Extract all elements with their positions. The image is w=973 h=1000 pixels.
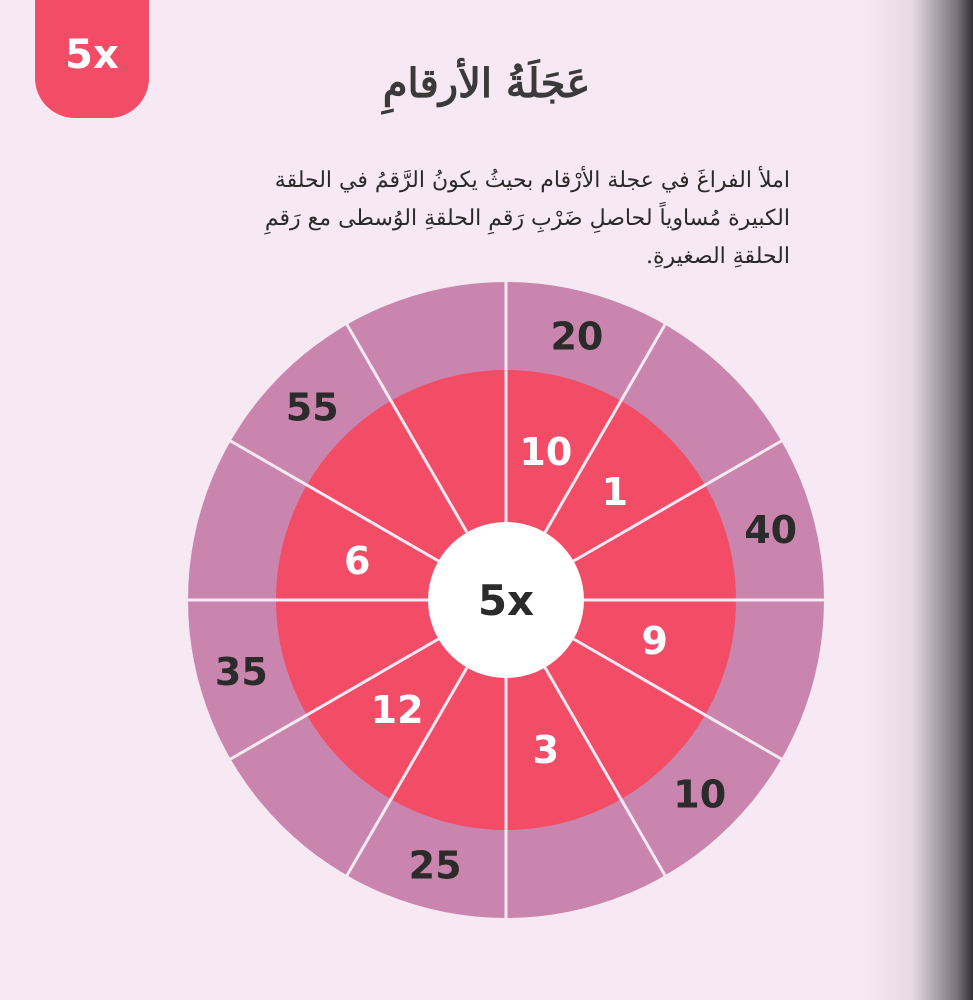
badge-label: 5x	[65, 32, 119, 78]
wheel-sector	[744, 508, 797, 552]
middle-ring-number: 9	[641, 618, 668, 663]
wheel-sector	[215, 650, 268, 694]
wheel-sector	[673, 773, 726, 817]
middle-ring-number: 12	[370, 687, 424, 732]
page-title: عَجَلَةُ الأرقامِ	[382, 60, 591, 107]
wheel-sector	[371, 688, 424, 732]
wheel-sector	[602, 470, 628, 514]
center-label: 5x	[477, 576, 535, 625]
outer-ring-number: 20	[550, 314, 604, 359]
outer-ring-number: 25	[408, 843, 462, 888]
outer-ring-number: 40	[744, 508, 798, 553]
middle-ring-number: 1	[601, 470, 629, 515]
middle-ring-number: 10	[519, 430, 573, 475]
wheel-sector	[409, 844, 462, 888]
wheel-sector	[533, 728, 559, 772]
outer-ring-number: 35	[214, 649, 268, 694]
outer-ring-number: 55	[285, 385, 339, 430]
outer-ring-number: 10	[673, 772, 727, 817]
wheel-sector	[642, 619, 668, 663]
wheel-sector	[286, 385, 339, 429]
wheel-sector	[344, 539, 370, 583]
middle-ring-number: 3	[532, 727, 560, 772]
middle-ring-number: 6	[344, 539, 371, 584]
instructions-text: املأ الفراغَ في عجلة الأرْقام بحيثُ يكونُ الرَّقمُ في الحلقة الكبيرة مُساوياً لحاصلِ ضَرْبِ رَقمِ الحلقةِ الوُسطى مع رَقمِ الحلقةِ الصغيرةِ.	[264, 168, 790, 269]
